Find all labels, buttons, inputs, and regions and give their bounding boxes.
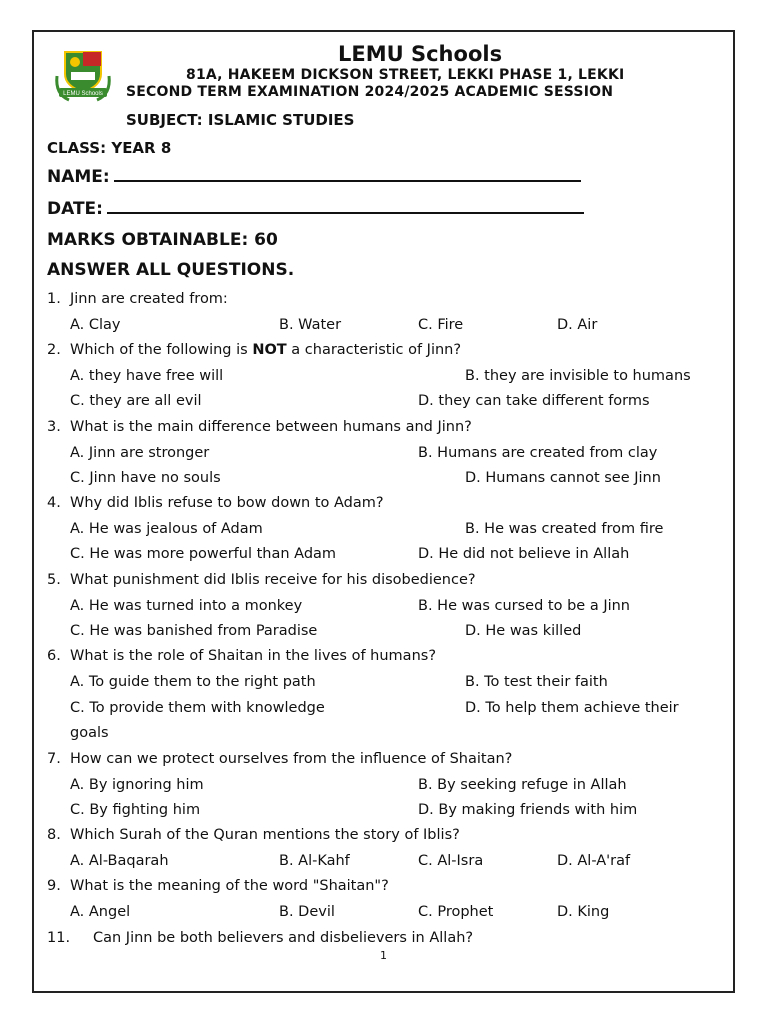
question-number: 11. (47, 930, 71, 946)
question-1 (47, 291, 228, 307)
school-name: LEMU Schools (338, 42, 503, 66)
answer-option: D. Al-A'raf (557, 853, 631, 869)
answer-option: B. Devil (279, 904, 335, 920)
question-text: Can Jinn be both believers and disbelievers in Allah? (93, 930, 474, 946)
question-number: 7. (47, 751, 61, 767)
question-emphasis: NOT (252, 342, 287, 358)
answer-option: B. they are invisible to humans (465, 368, 691, 384)
exam-title: SECOND TERM EXAMINATION 2024/2025 ACADEMIC SESSION (126, 84, 614, 100)
question-9 (47, 878, 389, 894)
question-3 (47, 419, 472, 435)
page-number: 1 (380, 949, 387, 962)
answer-option: C. Al-Isra (418, 853, 484, 869)
answer-option: B. He was cursed to be a Jinn (418, 598, 630, 614)
question-number: 4. (47, 495, 61, 511)
answer-option: B. Water (279, 317, 342, 333)
question-text: What is the meaning of the word "Shaitan"? (70, 878, 389, 894)
question-number: 1. (47, 291, 61, 307)
question-5 (47, 572, 476, 588)
name-blank[interactable] (114, 166, 581, 182)
answer-option: C. Fire (418, 317, 464, 333)
question-text: Which Surah of the Quran mentions the story of Iblis? (70, 827, 460, 843)
question-4 (47, 495, 384, 511)
question-number: 3. (47, 419, 61, 435)
answer-option: C. He was banished from Paradise (70, 623, 318, 639)
name-label: NAME: (47, 167, 110, 187)
question-text: What punishment did Iblis receive for his disobedience? (70, 572, 476, 588)
question-number: 6. (47, 648, 61, 664)
logo-text: LEMU Schools (63, 91, 103, 97)
answer-option: D. By making friends with him (418, 802, 638, 818)
question-text: How can we protect ourselves from the influence of Shaitan? (70, 751, 513, 767)
date-field[interactable] (47, 198, 584, 219)
answer-option: A. He was turned into a monkey (70, 598, 303, 614)
question-number: 8. (47, 827, 61, 843)
date-label: DATE: (47, 199, 103, 219)
answer-option: C. Jinn have no souls (70, 470, 221, 486)
question-text-end: a characteristic of Jinn? (286, 342, 462, 358)
question-text: Which of the following is (70, 342, 253, 358)
question-8 (47, 827, 460, 843)
answer-option: goals (70, 725, 109, 741)
question-text: What is the main difference between humans and Jinn? (70, 419, 472, 435)
instruction: ANSWER ALL QUESTIONS. (47, 260, 295, 280)
answer-option: B. He was created from fire (465, 521, 664, 537)
answer-option: D. To help them achieve their (465, 700, 679, 716)
question-number: 2. (47, 342, 61, 358)
answer-option: C. they are all evil (70, 393, 202, 409)
answer-option: B. By seeking refuge in Allah (418, 777, 627, 793)
answer-option: A. By ignoring him (70, 777, 204, 793)
class-line: CLASS: YEAR 8 (47, 139, 172, 157)
question-text: Why did Iblis refuse to bow down to Adam? (70, 495, 384, 511)
question-number: 9. (47, 878, 61, 894)
answer-option: A. To guide them to the right path (70, 674, 316, 690)
answer-option: C. To provide them with knowledge (70, 700, 325, 716)
answer-option: D. He was killed (465, 623, 582, 639)
answer-option: D. He did not believe in Allah (418, 546, 630, 562)
school-logo (51, 46, 115, 106)
answer-option: C. He was more powerful than Adam (70, 546, 337, 562)
answer-option: B. Humans are created from clay (418, 445, 658, 461)
answer-option: C. Prophet (418, 904, 494, 920)
answer-option: D. Air (557, 317, 598, 333)
question-text: What is the role of Shaitan in the lives of humans? (70, 648, 437, 664)
question-10 (47, 930, 473, 946)
subject-line: SUBJECT: ISLAMIC STUDIES (126, 111, 355, 129)
answer-option: A. Al-Baqarah (70, 853, 169, 869)
question-text: Jinn are created from: (70, 291, 228, 307)
question-7 (47, 751, 512, 767)
answer-option: A. Jinn are stronger (70, 445, 210, 461)
marks-obtainable: MARKS OBTAINABLE: 60 (47, 230, 278, 250)
answer-option: B. Al-Kahf (279, 853, 350, 869)
date-blank[interactable] (107, 198, 584, 214)
answer-option: D. Humans cannot see Jinn (465, 470, 661, 486)
answer-option: A. Clay (70, 317, 121, 333)
question-6 (47, 648, 436, 664)
answer-option: A. He was jealous of Adam (70, 521, 263, 537)
name-field[interactable] (47, 166, 581, 187)
answer-option: B. To test their faith (465, 674, 608, 690)
answer-option: D. they can take different forms (418, 393, 650, 409)
question-2 (47, 342, 461, 358)
answer-option: A. they have free will (70, 368, 224, 384)
answer-option: A. Angel (70, 904, 131, 920)
answer-option: C. By fighting him (70, 802, 201, 818)
question-number: 5. (47, 572, 61, 588)
answer-option: D. King (557, 904, 610, 920)
school-address: 81A, HAKEEM DICKSON STREET, LEKKI PHASE 1, LEKKI (186, 67, 625, 83)
